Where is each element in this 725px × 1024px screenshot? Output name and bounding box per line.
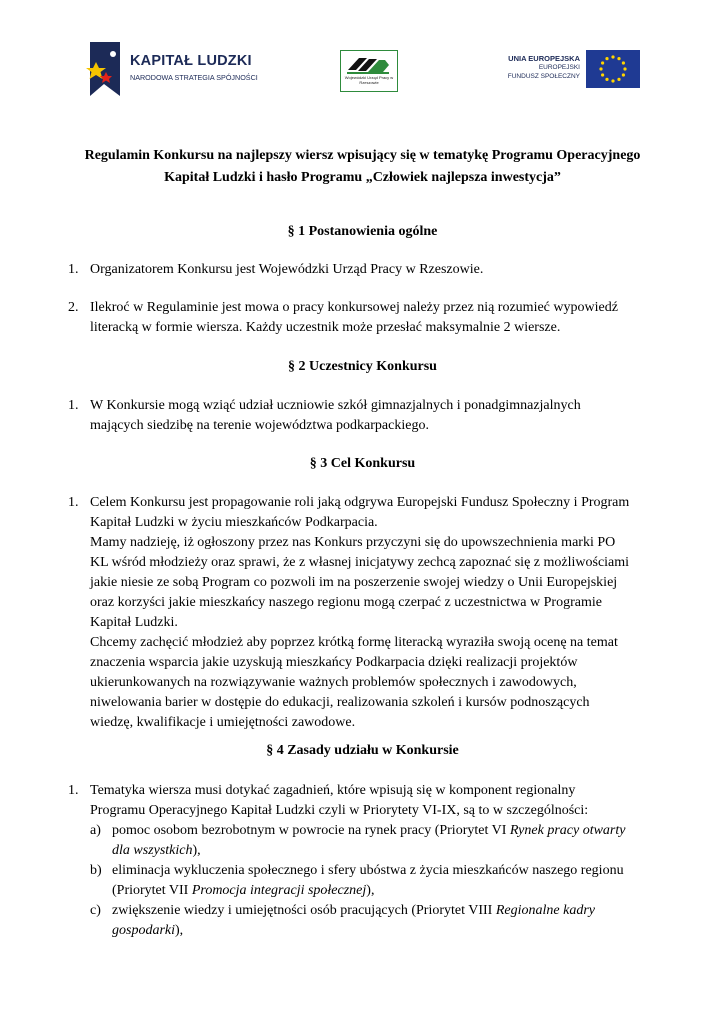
text-line: jakie niesie ze sobą Program co pozwoli im na poszerzenie swojej wiedzy o Unii Europejskiej [90, 575, 618, 590]
section-4-heading: § 4 Zasady udziału w Konkursie [266, 743, 459, 758]
title-line-1: Regulamin Konkursu na najlepszy wiersz wpisujący się w tematykę Programu Operacyjnego [84, 148, 641, 163]
wup-arrows-icon [345, 54, 392, 76]
text-run: zwiększenie wiedzy i umiejętności osób pracujących (Priorytet VIII [112, 903, 496, 918]
subitem-label: c) [90, 903, 101, 918]
subitem-text [112, 821, 658, 861]
eu-flag-icon [586, 50, 640, 88]
text-run: ), [192, 843, 201, 858]
eu-line-3: FUNDUSZ SPOŁECZNY [507, 73, 580, 80]
section-4-item-1 [68, 781, 658, 821]
text-run: (Priorytet VII [112, 883, 192, 898]
text-line: Programu Operacyjnego Kapitał Ludzki czyli w Priorytety VI-IX, są to w szczególności: [90, 803, 589, 818]
text-run: ), [366, 883, 375, 898]
text-line: Tematyka wiersza musi dotykać zagadnień, które wpisują się w komponent regionalny [90, 783, 576, 798]
text-line: literacką w formie wiersza. Każdy uczestnik może przesłać maksymalnie 2 wiersze. [90, 320, 561, 335]
text-line: oraz korzyści jakie mieszkańcy naszego regionu mogą czerpać z uczestnictwa w Programie [90, 595, 602, 610]
text-line: Ilekroć w Regulaminie jest mowa o pracy konkursowej należy przez nią rozumieć wypowiedź [90, 300, 618, 315]
title-line-2: Kapitał Ludzki i hasło Programu „Człowiek najlepsza inwestycja” [164, 170, 561, 185]
text-line: Chcemy zachęcić młodzież aby poprzez krótką formę literacką wyraziła swoją ocenę na temat [90, 635, 618, 650]
document-title [60, 145, 665, 189]
section-4-subitem-c [90, 901, 658, 941]
subitem-label: a) [90, 823, 101, 838]
text-line: Kapitał Ludzki. [90, 615, 178, 630]
text-line: Kapitał Ludzki w życiu mieszkańców Podkarpacia. [90, 515, 378, 530]
kapital-ludzki-emblem-icon [86, 40, 122, 98]
italic-run: Promocja integracji społecznej [191, 883, 367, 898]
italic-run: Regionalne kadry [495, 903, 595, 918]
text-line: niwelowania barier w dostępie do edukacji, realizowania szkoleń i kursów podnoszących [90, 695, 590, 710]
italic-run: dla wszystkich [112, 843, 193, 858]
eu-line-1: UNIA EUROPEJSKA [508, 54, 580, 63]
italic-run: gospodarki [112, 923, 175, 938]
section-3-heading: § 3 Cel Konkursu [309, 456, 416, 471]
text-line: znaczenia wsparcia jakie uzyskują mieszkańcy Podkarpacia dzięki realizacji projektów [90, 655, 578, 670]
subitem-text [112, 861, 658, 901]
section-3-item-1 [68, 493, 658, 733]
text-run: pomoc osobom bezrobotnym w powrocie na rynek pracy (Priorytet VI [112, 823, 510, 838]
eu-line-2: EUROPEJSKI [538, 64, 580, 71]
text-run: eliminacja wykluczenia społecznego i sfery ubóstwa z życia mieszkańców naszego regionu [112, 863, 624, 878]
text-line: Celem Konkursu jest propagowanie roli jaką odgrywa Europejski Fundusz Społeczny i Program [90, 495, 630, 510]
text-run: ), [175, 923, 184, 938]
eu-efs-logo [500, 50, 640, 92]
section-1-item-2 [68, 298, 658, 338]
wup-logo [340, 50, 398, 92]
item-number: 2. [68, 300, 79, 315]
item-number: 1. [68, 495, 79, 510]
section-4-subitem-a [90, 821, 658, 861]
subitem-label: b) [90, 863, 102, 878]
text-line: mających siedzibę na terenie województwa podkarpackiego. [90, 418, 429, 433]
kapital-ludzki-subtitle: NARODOWA STRATEGIA SPÓJNOŚCI [130, 73, 258, 82]
item-text [90, 781, 658, 821]
section-1-heading: § 1 Postanowienia ogólne [287, 224, 438, 239]
section-1-item-1 [68, 260, 658, 280]
text-line: Mamy nadzieję, iż ogłoszony przez nas Konkurs przyczyni się do upowszechnienia marki PO [90, 535, 616, 550]
italic-run: Rynek pracy otwarty [509, 823, 626, 838]
item-text [90, 493, 658, 733]
item-text [90, 396, 658, 436]
text-line: wiedzę, kwalifikacje i umiejętności zawodowe. [90, 715, 356, 730]
section-2-heading: § 2 Uczestnicy Konkursu [288, 359, 437, 374]
section-4-subitem-b [90, 861, 658, 901]
item-text: Organizatorem Konkursu jest Wojewódzki Urząd Pracy w Rzeszowie. [90, 262, 484, 277]
eu-logo-text [508, 54, 580, 81]
wup-logo-text: Wojewódzki Urząd Pracy w Rzeszowie [344, 75, 394, 85]
text-line: KL wśród młodzieży oraz sprawi, że z własnej inicjatywy zechcą zapoznać się z możliwościami [90, 555, 630, 570]
item-number: 1. [68, 783, 79, 798]
kapital-ludzki-logo [86, 40, 266, 100]
item-text [90, 298, 658, 338]
text-line: W Konkursie mogą wziąć udział uczniowie szkół gimnazjalnych i ponadgimnazjalnych [90, 398, 581, 413]
kapital-ludzki-title: KAPITAŁ LUDZKI [130, 53, 252, 69]
item-number: 1. [68, 398, 79, 413]
subitem-text [112, 901, 658, 941]
item-number: 1. [68, 262, 79, 277]
text-line: ukierunkowanych na rozwiązywanie ważnych problemów społecznych i zawodowych, [90, 675, 577, 690]
section-2-item-1 [68, 396, 658, 436]
